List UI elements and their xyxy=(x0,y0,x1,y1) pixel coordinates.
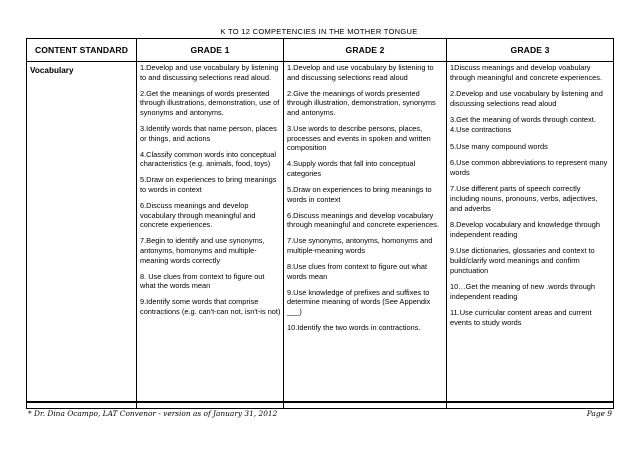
competency-item: 4.Classify common words into conceptual characteristics (e.g. animals, food, toys) xyxy=(140,149,276,169)
footer-author: * Dr. Dina Ocampo, LAT Convenor - version as of January 31, 2012 xyxy=(28,409,278,418)
competency-item: 6.Use common abbreviations to represent many words xyxy=(450,158,608,177)
competency-item: 6.Discuss meanings and develop vocabulary through meaningful and concrete experiences. xyxy=(287,210,440,230)
page-number: Page 9 xyxy=(586,409,612,418)
competency-item: 1.Develop and use vocabulary by listening to and discussing selections read aloud xyxy=(287,63,434,82)
competency-item: 9.Identify some words that comprise contractions (e.g. can't-can not, isn't-is not) xyxy=(140,297,281,316)
grade-3-list xyxy=(447,62,613,327)
grade-1-cell xyxy=(137,62,284,409)
competency-item: 2.Get the meanings of words presented through illustrations, demonstration, use of synonyms and antonyms. xyxy=(140,88,280,117)
document-title: K TO 12 COMPETENCIES IN THE MOTHER TONGUE xyxy=(220,27,418,36)
table-header-row xyxy=(27,39,614,62)
competency-item: 8. Use clues from context to figure out what the words mean xyxy=(140,271,265,291)
competency-item: 7.Begin to identify and use synonyms, antonyms, homonyms and multiple-meaning words correctly xyxy=(140,236,265,265)
competency-item: 7.Use synonyms, antonyms, homonyms and multiple-meaning words xyxy=(287,236,433,255)
header-grade-3: GRADE 3 xyxy=(447,39,614,62)
footer-rule xyxy=(26,401,613,403)
competency-item: 5.Draw on experiences to bring meanings to words in context xyxy=(140,175,277,194)
competency-item: 5.Use many compound words xyxy=(450,141,548,151)
competency-item: 1Discuss meanings and develop voabulary through meaningful and concrete experiences. xyxy=(450,63,603,82)
competency-item: 9.Use dictionaries, glossaries and context to build/clarify word meanings and confirm punctuation xyxy=(450,246,595,275)
competency-item: 4.Supply words that fall into conceptual categories xyxy=(287,159,416,178)
competency-item: 3.Get the meaning of words through context. 4.Use contractions xyxy=(450,115,596,134)
header-content-standard: CONTENT STANDARD xyxy=(27,39,137,62)
table-row-vocabulary xyxy=(27,62,614,409)
header-grade-1: GRADE 1 xyxy=(137,39,284,62)
content-standard-cell xyxy=(27,62,137,409)
competency-item: 9.Use knowledge of prefixes and suffixes to determine meaning of words (See Appendix ___) xyxy=(287,287,431,316)
competency-item: 10.Identify the two words in contractions. xyxy=(287,322,421,332)
competency-item: 10…Get the meaning of new .words through independent reading xyxy=(450,282,596,301)
grade-2-cell xyxy=(284,62,447,409)
grade-1-list xyxy=(137,62,283,316)
competencies-table xyxy=(26,38,614,409)
competency-item: 2.Develop and use vocabulary by listening and discussing selections read aloud xyxy=(450,89,603,108)
competency-item: 8.Use clues from context to figure out what words mean xyxy=(287,262,428,281)
competency-item: 2.Give the meanings of words presented through illustration, demonstration, synonyms and antonyms. xyxy=(287,88,436,117)
competency-item: 8.Develop vocabulary and knowledge through independent reading xyxy=(450,220,600,239)
header-grade-2: GRADE 2 xyxy=(284,39,447,62)
competency-item: 6.Discuss meanings and develop vocabulary through meaningful and concrete experiences. xyxy=(140,201,256,230)
competency-item: 1.Develop and use vocabulary by listening to and discussing selections read aloud. xyxy=(140,63,279,82)
content-standard-label: Vocabulary xyxy=(30,66,74,75)
competency-item: 5.Draw on experiences to bring meanings to words in context xyxy=(287,184,432,204)
grade-3-cell xyxy=(447,62,614,409)
competency-item: 3.Identify words that name person, places or things, and actions xyxy=(140,123,277,143)
competency-item: 7.Use different parts of speech correctly including nouns, pronouns, verbs, adjectives, and adverbs xyxy=(450,184,598,213)
grade-2-list xyxy=(284,62,446,333)
competency-item: 3.Use words to describe persons, places, processes and events in spoken and written composition xyxy=(287,123,431,153)
competency-item: 11.Use curricular content areas and current events to study words xyxy=(450,308,592,327)
